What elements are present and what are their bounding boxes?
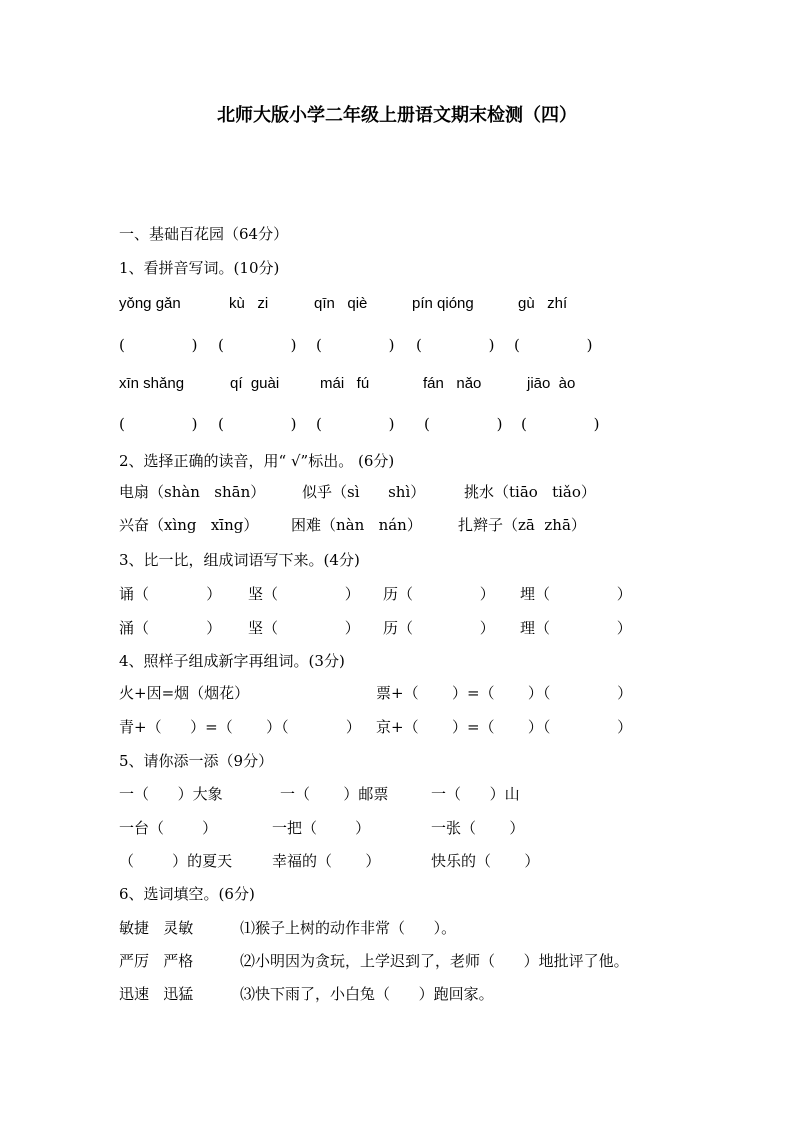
sentence-2[interactable]: ⑵小明因为贪玩，上学迟到了，老师（ ）地批评了他。 bbox=[240, 952, 629, 970]
q3-heading: 3、比一比，组成词语写下来。(4分) bbox=[119, 551, 360, 569]
sentence-3[interactable]: ⑶快下雨了，小白兔（ ）跑回家。 bbox=[240, 985, 494, 1003]
pinyin-3: qīn qiè bbox=[314, 295, 368, 312]
fill-item-4[interactable]: 一台（ ） bbox=[119, 819, 218, 837]
compose-item-1[interactable]: 票+（ ）=（ ）（ ） bbox=[376, 684, 633, 702]
answer-bracket-5[interactable]: ( ) bbox=[514, 336, 593, 354]
word-choice-3: 迅速 迅猛 bbox=[119, 985, 194, 1003]
fill-item-5[interactable]: 一把（ ） bbox=[272, 819, 371, 837]
reading-item-6[interactable]: 扎辫子（zā zhā） bbox=[458, 516, 586, 534]
q1-heading: 1、看拼音写词。(10分) bbox=[119, 259, 280, 277]
compare-item-4[interactable]: 埋（ ） bbox=[520, 585, 632, 603]
compare-item-7[interactable]: 历（ ） bbox=[383, 619, 495, 637]
compose-item-2[interactable]: 青+（ ）=（ ）（ ） bbox=[119, 718, 361, 736]
reading-item-1[interactable]: 电扇（shàn shān） bbox=[119, 483, 266, 501]
page-title: 北师大版小学二年级上册语文期末检测（四） bbox=[217, 105, 577, 126]
q4-heading: 4、照样子组成新字再组词。(3分) bbox=[119, 652, 345, 670]
compose-item-3[interactable]: 京+（ ）=（ ）（ ） bbox=[376, 718, 633, 736]
reading-item-3[interactable]: 挑水（tiāo tiǎo） bbox=[464, 483, 596, 501]
pinyin-6: xīn shǎng bbox=[119, 375, 185, 392]
section-heading-basics: 一、基础百花园（64分） bbox=[119, 225, 289, 243]
reading-item-5[interactable]: 困难（nàn nán） bbox=[291, 516, 422, 534]
pinyin-1: yǒng gǎn bbox=[119, 295, 181, 312]
compare-item-6[interactable]: 坚（ ） bbox=[248, 619, 360, 637]
answer-bracket-4[interactable]: ( ) bbox=[416, 336, 495, 354]
q5-heading: 5、请你添一添（9分） bbox=[119, 752, 274, 770]
pinyin-7: qí guài bbox=[230, 375, 280, 392]
fill-item-1[interactable]: 一（ ）大象 bbox=[119, 785, 223, 803]
compare-item-5[interactable]: 涌（ ） bbox=[119, 619, 222, 637]
fill-item-6[interactable]: 一张（ ） bbox=[431, 819, 525, 837]
compare-item-1[interactable]: 诵（ ） bbox=[119, 585, 222, 603]
fill-item-3[interactable]: 一（ ）山 bbox=[431, 785, 520, 803]
answer-bracket-3[interactable]: ( ) bbox=[316, 336, 395, 354]
answer-bracket-8[interactable]: ( ) bbox=[316, 415, 395, 433]
sentence-1[interactable]: ⑴猴子上树的动作非常（ ）。 bbox=[240, 919, 457, 937]
fill-item-7[interactable]: （ ）的夏天 bbox=[119, 852, 233, 870]
q6-heading: 6、选词填空。(6分) bbox=[119, 885, 255, 903]
answer-bracket-10[interactable]: ( ) bbox=[521, 415, 600, 433]
answer-bracket-9[interactable]: ( ) bbox=[424, 415, 503, 433]
compare-item-2[interactable]: 坚（ ） bbox=[248, 585, 360, 603]
compare-item-3[interactable]: 历（ ） bbox=[383, 585, 495, 603]
answer-bracket-7[interactable]: ( ) bbox=[218, 415, 297, 433]
pinyin-10: jiāo ào bbox=[527, 375, 576, 392]
fill-item-2[interactable]: 一（ ）邮票 bbox=[280, 785, 389, 803]
pinyin-9: fán nǎo bbox=[423, 375, 482, 392]
reading-item-2[interactable]: 似乎（sì shì） bbox=[302, 483, 426, 501]
compare-item-8[interactable]: 理（ ） bbox=[520, 619, 632, 637]
q2-heading: 2、选择正确的读音，用“ √”标出。 (6分) bbox=[119, 452, 395, 470]
pinyin-4: pín qióng bbox=[412, 295, 474, 312]
pinyin-2: kù zi bbox=[229, 295, 269, 312]
word-choice-2: 严厉 严格 bbox=[119, 952, 194, 970]
word-choice-1: 敏捷 灵敏 bbox=[119, 919, 194, 937]
fill-item-9[interactable]: 快乐的（ ） bbox=[431, 852, 540, 870]
answer-bracket-6[interactable]: ( ) bbox=[119, 415, 198, 433]
answer-bracket-2[interactable]: ( ) bbox=[218, 336, 297, 354]
pinyin-8: mái fú bbox=[320, 375, 370, 392]
pinyin-5: gù zhí bbox=[518, 295, 568, 312]
compose-example: 火+因=烟（烟花） bbox=[119, 684, 250, 702]
answer-bracket-1[interactable]: ( ) bbox=[119, 336, 198, 354]
fill-item-8[interactable]: 幸福的（ ） bbox=[272, 852, 381, 870]
reading-item-4[interactable]: 兴奋（xìng xīng） bbox=[119, 516, 259, 534]
